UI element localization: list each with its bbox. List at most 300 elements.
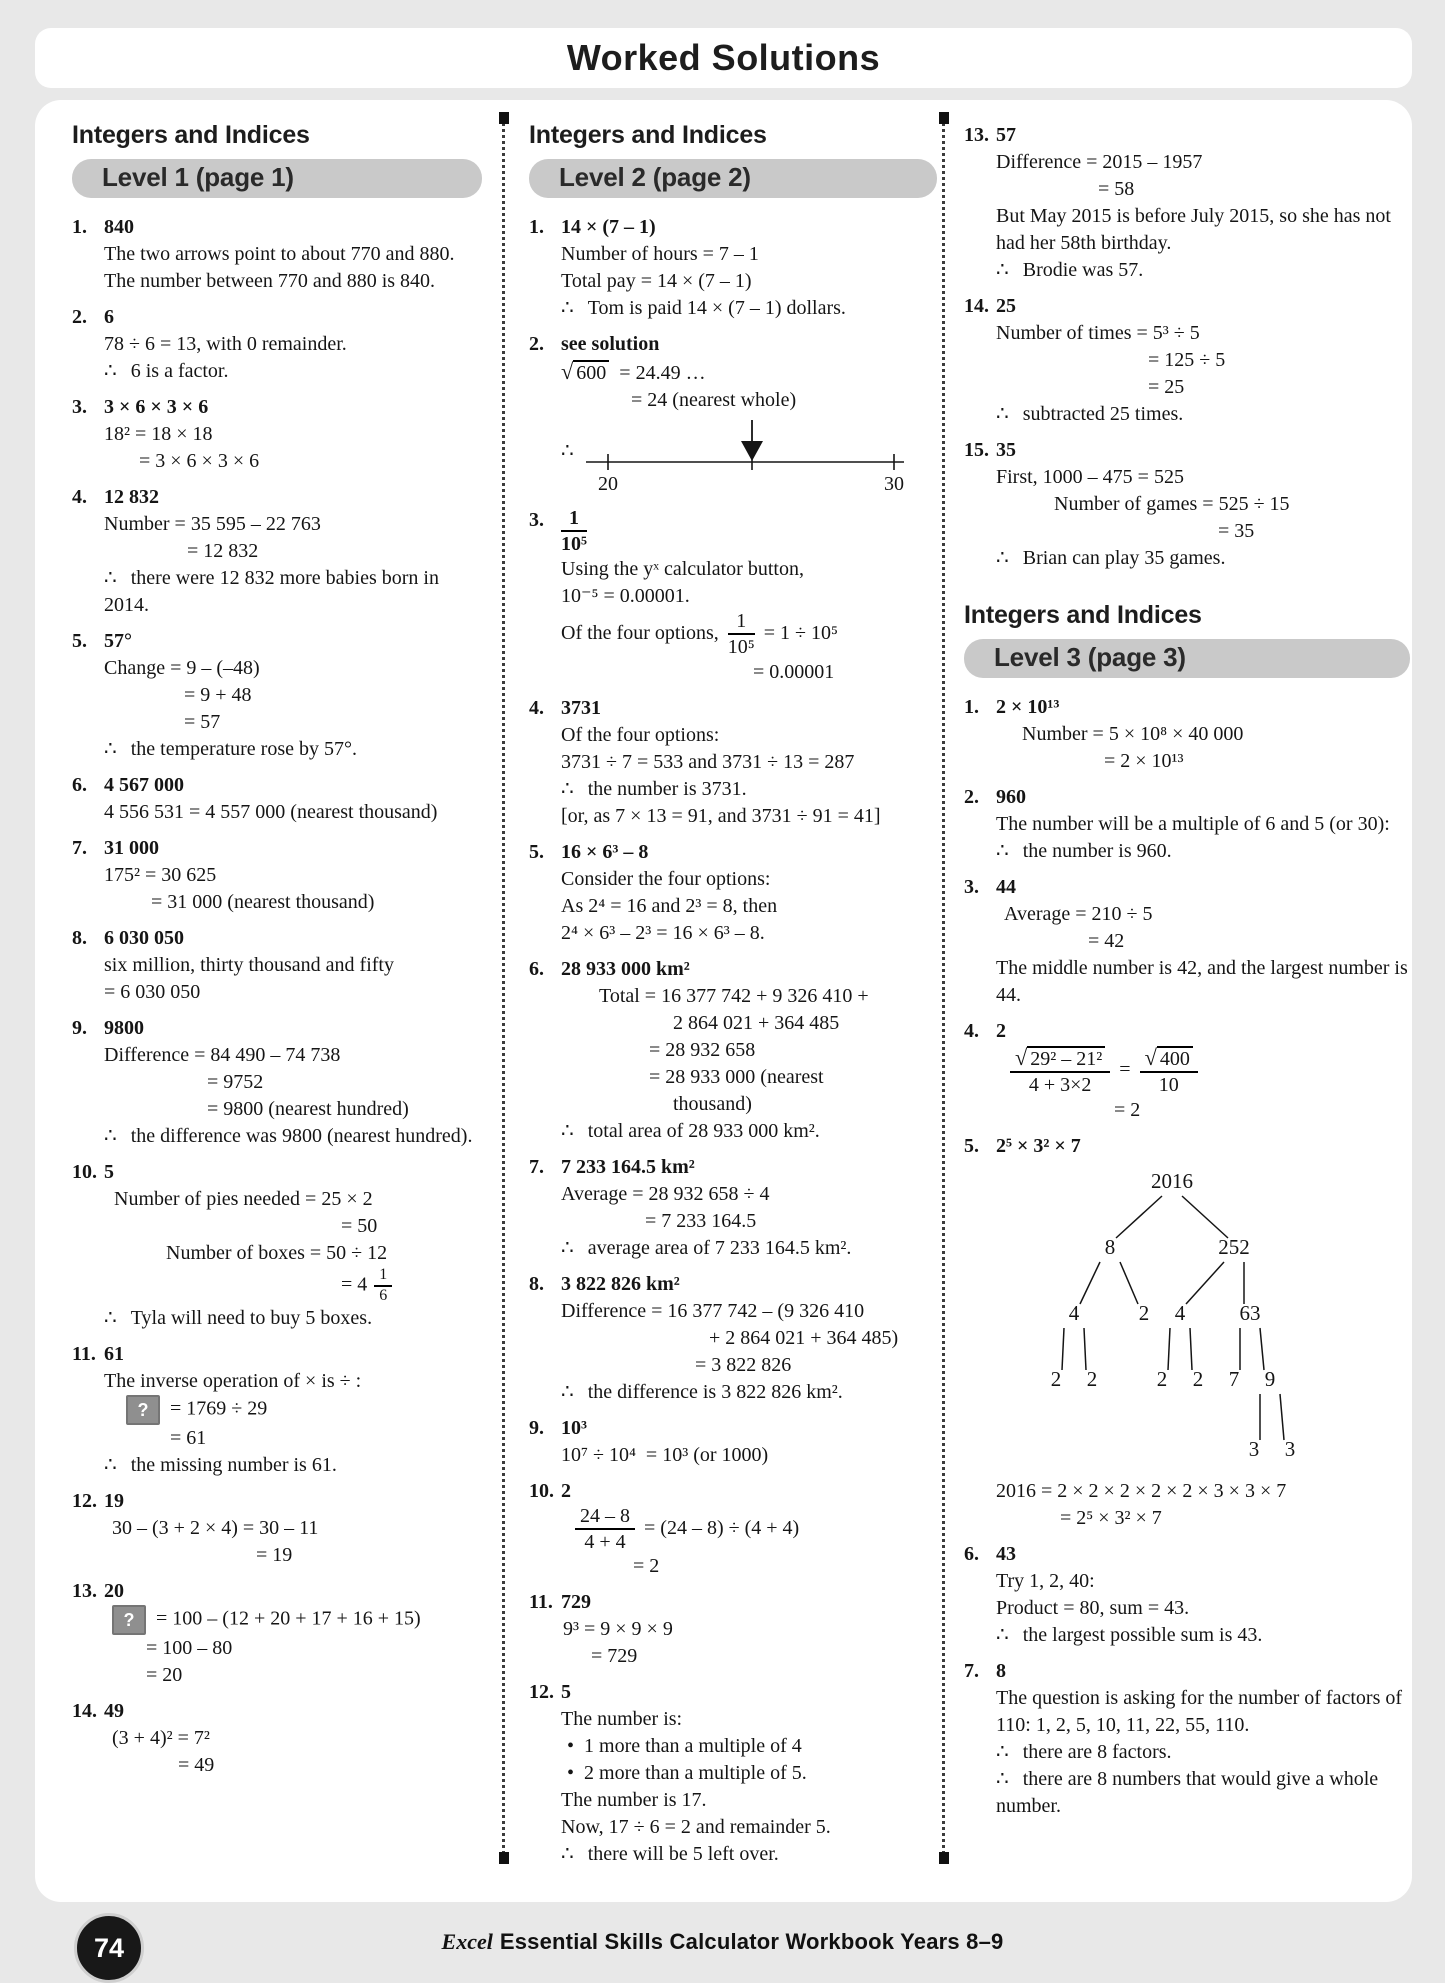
column-separator bbox=[502, 116, 505, 1860]
question-mark-box: ? bbox=[112, 1605, 146, 1635]
item-answer: 960 bbox=[996, 786, 1026, 808]
item-number: 9. bbox=[72, 1017, 87, 1039]
therefore-symbol: ∴ bbox=[996, 547, 1009, 569]
level-badge: Level 3 (page 3) bbox=[964, 639, 1410, 678]
footer-book-title: Essential Skills Calculator Workbook Years 8–9 bbox=[499, 1929, 1004, 1954]
item-body bbox=[996, 784, 1410, 865]
math-line: Number = 35 595 – 22 763 bbox=[104, 513, 321, 535]
conclusion-line bbox=[104, 565, 482, 619]
solution-item bbox=[529, 839, 937, 947]
math-line: Difference = 84 490 – 74 738 bbox=[104, 1044, 341, 1066]
text-line: But May 2015 is before July 2015, so she has not had her 58th birthday. bbox=[996, 205, 1391, 254]
item-answer: 2 bbox=[996, 1020, 1006, 1042]
solution-item bbox=[529, 1271, 937, 1406]
conclusion-line bbox=[996, 1766, 1410, 1820]
therefore-symbol: ∴ bbox=[561, 1380, 574, 1403]
math-line: Difference = 16 377 742 – (9 326 410 bbox=[561, 1299, 865, 1322]
therefore-symbol: ∴ bbox=[104, 738, 117, 760]
text-line: Product = 80, sum = 43. bbox=[996, 1596, 1190, 1619]
conclusion-text: the temperature rose by 57°. bbox=[130, 738, 357, 760]
item-number: 2. bbox=[964, 786, 979, 808]
math-line: thousand) bbox=[673, 1092, 752, 1115]
item-answer: 57 bbox=[996, 124, 1016, 146]
conclusion-text: there will be 5 left over. bbox=[587, 1843, 779, 1866]
math-line bbox=[104, 1267, 482, 1305]
math-line: = 20 bbox=[146, 1663, 183, 1686]
solution-item bbox=[529, 1679, 937, 1868]
conclusion-text: Tyla will need to buy 5 boxes. bbox=[130, 1306, 373, 1329]
number-line bbox=[580, 416, 910, 494]
text-line: Now, 17 ÷ 6 = 2 and remainder 5. bbox=[561, 1816, 831, 1839]
solution-item bbox=[964, 694, 1410, 775]
therefore-symbol: ∴ bbox=[561, 777, 574, 800]
item-answer: 6 030 050 bbox=[104, 927, 184, 949]
tree-node: 4 bbox=[1068, 1300, 1080, 1325]
item-body bbox=[996, 874, 1410, 1009]
math-line: = 42 bbox=[1088, 930, 1125, 952]
conclusion-line bbox=[104, 1305, 482, 1332]
conclusion-line bbox=[996, 1622, 1410, 1649]
item-body bbox=[104, 394, 482, 475]
item-number: 15. bbox=[964, 439, 989, 461]
bullet-text: 1 more than a multiple of 4 bbox=[584, 1735, 802, 1758]
solution-item bbox=[72, 394, 482, 475]
item-answer: 3 822 826 km² bbox=[561, 1272, 680, 1295]
item-answer: 25 bbox=[996, 295, 1016, 317]
math-line bbox=[561, 358, 937, 387]
conclusion-text: the difference is 3 822 826 km². bbox=[587, 1380, 843, 1403]
math-line: = 729 bbox=[591, 1645, 638, 1668]
conclusion-line bbox=[561, 295, 937, 322]
item-number: 12. bbox=[72, 1489, 97, 1512]
fraction-denominator: 4 + 4 bbox=[584, 1530, 626, 1553]
therefore-symbol: ∴ bbox=[104, 360, 117, 382]
math-line bbox=[561, 610, 937, 659]
item-answer: 3731 bbox=[561, 696, 601, 719]
text-line: [or, as 7 × 13 = 91, and 3731 ÷ 91 = 41] bbox=[561, 804, 881, 827]
fraction-numerator bbox=[1010, 1045, 1110, 1073]
tree-node: 3 bbox=[1284, 1436, 1296, 1461]
item-answer: 2 bbox=[561, 1479, 571, 1502]
tree-node: 252 bbox=[1218, 1234, 1250, 1259]
item-body bbox=[561, 1154, 937, 1262]
tree-node: 2 bbox=[1192, 1366, 1204, 1391]
item-number: 3. bbox=[72, 396, 87, 418]
solution-item bbox=[964, 1018, 1410, 1124]
section-heading: Integers and Indices bbox=[529, 121, 767, 149]
math-line: First, 1000 – 475 = 525 bbox=[996, 466, 1184, 488]
math-line: = 125 ÷ 5 bbox=[1148, 349, 1226, 371]
math-line: = 57 bbox=[184, 711, 221, 733]
item-answer: 729 bbox=[561, 1591, 591, 1614]
math-line: 2⁴ × 6³ – 2³ = 16 × 6³ – 8. bbox=[561, 921, 765, 944]
therefore-symbol: ∴ bbox=[561, 297, 574, 319]
item-body bbox=[561, 1271, 937, 1406]
therefore-symbol: ∴ bbox=[996, 1623, 1009, 1646]
item-body bbox=[996, 437, 1410, 572]
item-answer: 19 bbox=[104, 1489, 124, 1512]
math-text: = 1769 ÷ 29 bbox=[170, 1397, 268, 1420]
conclusion-text: there are 8 factors. bbox=[1022, 1740, 1172, 1763]
solution-item bbox=[72, 772, 482, 826]
item-answer: 12 832 bbox=[104, 486, 159, 508]
conclusion-line bbox=[561, 1118, 937, 1145]
therefore-symbol: ∴ bbox=[561, 1119, 574, 1142]
item-answer: 5 bbox=[561, 1681, 571, 1704]
conclusion-line bbox=[996, 401, 1410, 428]
solution-item bbox=[72, 1488, 482, 1569]
item-answer: 7 233 164.5 km² bbox=[561, 1155, 695, 1178]
radical bbox=[1144, 1045, 1193, 1070]
math-line bbox=[996, 1045, 1410, 1097]
item-number: 5. bbox=[72, 630, 87, 652]
conclusion-text: the number is 960. bbox=[1022, 840, 1172, 862]
conclusion-text: the missing number is 61. bbox=[130, 1453, 337, 1476]
answer-fraction bbox=[561, 507, 587, 556]
solution-item bbox=[72, 1015, 482, 1150]
section-heading: Integers and Indices bbox=[72, 121, 310, 149]
therefore-symbol: ∴ bbox=[996, 840, 1009, 862]
item-body bbox=[561, 695, 937, 830]
conclusion-text: Tom is paid 14 × (7 – 1) dollars. bbox=[587, 297, 846, 319]
math-line: = 28 933 000 (nearest bbox=[649, 1065, 824, 1088]
therefore-symbol: ∴ bbox=[996, 1740, 1009, 1763]
item-answer: 5 bbox=[104, 1161, 114, 1183]
math-line: 2 864 021 + 364 485 bbox=[673, 1011, 840, 1034]
math-line: = 2⁵ × 3² × 7 bbox=[1060, 1506, 1162, 1529]
tree-node: 2 bbox=[1138, 1300, 1150, 1325]
item-answer: 20 bbox=[104, 1579, 124, 1602]
math-line: = 28 932 658 bbox=[649, 1038, 756, 1061]
solution-item bbox=[964, 122, 1410, 284]
solution-item bbox=[72, 628, 482, 763]
math-line: Number of games = 525 ÷ 15 bbox=[1054, 493, 1290, 515]
math-text: = 24.49 … bbox=[609, 362, 706, 384]
text-line: The number is: bbox=[561, 1708, 683, 1731]
page-number: 74 bbox=[93, 1933, 125, 1963]
item-answer: 3 × 6 × 3 × 6 bbox=[104, 396, 209, 418]
item-body bbox=[104, 1488, 482, 1569]
number-line-figure bbox=[561, 416, 937, 494]
conclusion-line bbox=[104, 358, 482, 385]
solution-item bbox=[964, 784, 1410, 865]
item-answer: 35 bbox=[996, 439, 1016, 461]
conclusion-line bbox=[561, 776, 937, 803]
therefore-symbol: ∴ bbox=[104, 1125, 117, 1147]
conclusion-line bbox=[996, 838, 1410, 865]
solution-item bbox=[72, 214, 482, 295]
therefore-symbol: ∴ bbox=[104, 1453, 117, 1476]
item-answer: 8 bbox=[996, 1659, 1006, 1682]
math-line: = 61 bbox=[170, 1426, 207, 1449]
content-panel bbox=[35, 100, 1412, 1902]
item-body bbox=[104, 1341, 482, 1479]
item-number: 8. bbox=[72, 927, 87, 949]
solution-item bbox=[72, 1698, 482, 1779]
solution-item bbox=[529, 695, 937, 830]
math-line: = 24 (nearest whole) bbox=[631, 389, 797, 411]
solution-item bbox=[529, 1154, 937, 1262]
math-line bbox=[561, 1505, 937, 1554]
conclusion-text: there are 8 numbers that would give a whole number. bbox=[996, 1767, 1379, 1817]
tree-node: 3 bbox=[1248, 1436, 1260, 1461]
math-line: 2016 = 2 × 2 × 2 × 2 × 2 × 3 × 3 × 7 bbox=[996, 1479, 1287, 1502]
conclusion-line bbox=[996, 257, 1410, 284]
math-line: = 0.00001 bbox=[753, 660, 835, 683]
math-line: = 25 bbox=[1148, 376, 1185, 398]
conclusion-text: 6 is a factor. bbox=[130, 360, 229, 382]
item-body bbox=[996, 694, 1410, 775]
math-line: Number = 5 × 10⁸ × 40 000 bbox=[1022, 723, 1244, 745]
math-line: = 9800 (nearest hundred) bbox=[207, 1098, 409, 1120]
math-line bbox=[104, 1395, 482, 1425]
solution-item bbox=[529, 331, 937, 498]
math-line: = 9752 bbox=[207, 1071, 264, 1093]
therefore-symbol: ∴ bbox=[104, 1306, 117, 1329]
tree-node: 63 bbox=[1239, 1300, 1261, 1325]
math-line: = 3 822 826 bbox=[695, 1353, 792, 1376]
math-line: = 3 × 6 × 3 × 6 bbox=[139, 450, 260, 472]
math-text: = 4 bbox=[341, 1273, 373, 1296]
item-answer: 4 567 000 bbox=[104, 774, 184, 796]
fraction-denominator: 10⁵ bbox=[727, 636, 755, 659]
text-line: Of the four options: bbox=[561, 723, 720, 746]
text-line: Total pay = 14 × (7 – 1) bbox=[561, 270, 752, 292]
conclusion-line bbox=[561, 1841, 937, 1868]
solutions-column-3 bbox=[964, 122, 1410, 1829]
fraction bbox=[575, 1505, 635, 1554]
math-line: Average = 28 932 658 ÷ 4 bbox=[561, 1182, 770, 1205]
tree-node: 2 bbox=[1156, 1366, 1168, 1391]
math-line: = 31 000 (nearest thousand) bbox=[151, 891, 375, 913]
tree-node: 2016 bbox=[1151, 1168, 1193, 1193]
conclusion-text: the difference was 9800 (nearest hundred). bbox=[130, 1125, 473, 1147]
item-number: 7. bbox=[964, 1659, 979, 1682]
equals-sign: = bbox=[1114, 1058, 1136, 1081]
item-body bbox=[996, 1018, 1410, 1124]
conclusion-text: Brian can play 35 games. bbox=[1022, 547, 1226, 569]
fraction-denominator: 10 bbox=[1158, 1074, 1179, 1097]
math-text: Of the four options, bbox=[561, 621, 724, 644]
solution-item bbox=[72, 925, 482, 1006]
math-text: = 100 – (12 + 20 + 17 + 16 + 15) bbox=[156, 1607, 421, 1630]
math-line: = 2 bbox=[633, 1555, 660, 1578]
column-separator bbox=[942, 116, 945, 1860]
tree-node: 4 bbox=[1174, 1300, 1186, 1325]
bullet-line bbox=[561, 1733, 937, 1760]
therefore-symbol: ∴ bbox=[104, 567, 117, 589]
item-number: 1. bbox=[72, 216, 87, 238]
fraction-numerator: 1 bbox=[561, 507, 587, 532]
math-line: 175² = 30 625 bbox=[104, 864, 217, 886]
solution-item bbox=[964, 1133, 1410, 1532]
radical bbox=[1015, 1045, 1105, 1070]
solution-item bbox=[72, 1578, 482, 1689]
math-line: = 49 bbox=[178, 1753, 215, 1776]
solution-item bbox=[964, 437, 1410, 572]
fraction bbox=[1140, 1045, 1198, 1097]
item-body bbox=[561, 1478, 937, 1581]
item-number: 7. bbox=[72, 837, 87, 859]
item-number: 4. bbox=[964, 1020, 979, 1042]
item-body bbox=[996, 122, 1410, 284]
footer bbox=[0, 1929, 1445, 1955]
item-number: 4. bbox=[529, 696, 544, 719]
item-body bbox=[104, 772, 482, 826]
item-number: 6. bbox=[964, 1542, 979, 1565]
question-mark-box: ? bbox=[126, 1395, 160, 1425]
text-line: 4 556 531 = 4 557 000 (nearest thousand) bbox=[104, 801, 438, 823]
item-number: 1. bbox=[529, 216, 544, 238]
solution-item bbox=[72, 1159, 482, 1332]
item-number: 13. bbox=[72, 1579, 97, 1602]
conclusion-text: Brodie was 57. bbox=[1022, 259, 1144, 281]
solution-item bbox=[72, 1341, 482, 1479]
item-body bbox=[104, 835, 482, 916]
math-line: = 6 030 050 bbox=[104, 981, 201, 1003]
radicand: 29² – 21² bbox=[1027, 1046, 1105, 1070]
mixed-number-fraction bbox=[374, 1267, 392, 1305]
item-answer: 61 bbox=[104, 1342, 124, 1365]
text-line: six million, thirty thousand and fifty bbox=[104, 954, 394, 976]
item-body bbox=[104, 304, 482, 385]
solution-item bbox=[964, 293, 1410, 428]
item-body bbox=[561, 331, 937, 498]
math-line: Number of pies needed = 25 × 2 bbox=[114, 1188, 373, 1210]
math-line: = 100 – 80 bbox=[146, 1636, 233, 1659]
text-line: The number will be a multiple of 6 and 5 (or 30): bbox=[996, 813, 1390, 835]
math-line: = 58 bbox=[1098, 178, 1135, 200]
fraction-numerator: 1 bbox=[728, 610, 755, 635]
item-body bbox=[561, 1589, 937, 1670]
item-answer: 14 × (7 – 1) bbox=[561, 216, 656, 238]
math-line: = 35 bbox=[1218, 520, 1255, 542]
page-title: Worked Solutions bbox=[566, 37, 881, 78]
solution-item bbox=[529, 1415, 937, 1469]
item-answer: 2⁵ × 3² × 7 bbox=[996, 1134, 1081, 1157]
solutions-column-2 bbox=[529, 122, 937, 1877]
radicand: 400 bbox=[1157, 1046, 1193, 1070]
arrow-icon bbox=[741, 441, 763, 461]
math-line: = 9 + 48 bbox=[184, 684, 252, 706]
math-text: = (24 – 8) ÷ (4 + 4) bbox=[639, 1516, 800, 1539]
item-body bbox=[561, 1679, 937, 1868]
math-line: 78 ÷ 6 = 13, with 0 remainder. bbox=[104, 333, 347, 355]
therefore-symbol: ∴ bbox=[996, 403, 1009, 425]
bullet-icon: • bbox=[567, 1762, 575, 1785]
item-body bbox=[561, 214, 937, 322]
text-line: Number of hours = 7 – 1 bbox=[561, 243, 759, 265]
conclusion-line bbox=[104, 1452, 482, 1479]
math-line bbox=[104, 1605, 482, 1635]
math-line: + 2 864 021 + 364 485) bbox=[709, 1326, 899, 1349]
item-answer: 6 bbox=[104, 306, 114, 328]
tree-node: 2 bbox=[1086, 1366, 1098, 1391]
tick-label: 20 bbox=[597, 473, 618, 494]
math-line: = 19 bbox=[256, 1543, 293, 1566]
item-answer: 28 933 000 km² bbox=[561, 957, 690, 980]
conclusion-text: subtracted 25 times. bbox=[1022, 403, 1184, 425]
item-body bbox=[996, 1541, 1410, 1649]
item-answer: 840 bbox=[104, 216, 134, 238]
item-answer: see solution bbox=[561, 333, 660, 355]
bullet-icon: • bbox=[567, 1735, 575, 1758]
math-line: 30 – (3 + 2 × 4) = 30 – 11 bbox=[112, 1516, 319, 1539]
therefore-symbol: ∴ bbox=[561, 1236, 574, 1259]
fraction-numerator: 1 bbox=[374, 1267, 392, 1287]
solution-item bbox=[72, 484, 482, 619]
tree-node: 7 bbox=[1228, 1366, 1240, 1391]
item-answer: 16 × 6³ – 8 bbox=[561, 840, 649, 863]
solution-item bbox=[72, 835, 482, 916]
item-number: 9. bbox=[529, 1416, 544, 1439]
item-number: 3. bbox=[964, 876, 979, 898]
therefore-symbol: ∴ bbox=[561, 1843, 574, 1866]
text-line: Try 1, 2, 40: bbox=[996, 1569, 1095, 1592]
fraction-denominator: 6 bbox=[379, 1286, 388, 1304]
conclusion-text: total area of 28 933 000 km². bbox=[587, 1119, 820, 1142]
conclusion-text: average area of 7 233 164.5 km². bbox=[587, 1236, 852, 1259]
fraction bbox=[728, 610, 755, 659]
item-number: 14. bbox=[964, 295, 989, 317]
item-number: 13. bbox=[964, 124, 989, 146]
factor-tree-svg bbox=[1022, 1164, 1322, 1466]
conclusion-text: the largest possible sum is 43. bbox=[1022, 1623, 1263, 1646]
item-number: 11. bbox=[72, 1342, 96, 1365]
item-number: 14. bbox=[72, 1699, 97, 1722]
solution-item bbox=[529, 214, 937, 322]
conclusion-line bbox=[996, 1739, 1410, 1766]
item-body bbox=[561, 507, 937, 686]
fraction-denominator: 4 + 3×2 bbox=[1028, 1074, 1092, 1097]
item-number: 2. bbox=[529, 333, 544, 355]
item-number: 7. bbox=[529, 1155, 544, 1178]
item-number: 3. bbox=[529, 509, 544, 531]
text-line: The middle number is 42, and the largest number is 44. bbox=[996, 957, 1408, 1006]
footer-series-name: Excel bbox=[441, 1929, 493, 1954]
math-line: 10⁻⁵ = 0.00001. bbox=[561, 584, 690, 607]
item-answer bbox=[561, 507, 937, 556]
math-line: 10⁷ ÷ 10⁴ = 10³ (or 1000) bbox=[561, 1443, 769, 1466]
item-body bbox=[104, 1015, 482, 1150]
item-body bbox=[104, 1578, 482, 1689]
math-line: Average = 210 ÷ 5 bbox=[1004, 903, 1153, 925]
math-line: 18² = 18 × 18 bbox=[104, 423, 213, 445]
bullet-text: 2 more than a multiple of 5. bbox=[584, 1762, 807, 1785]
math-text: = 1 ÷ 10⁵ bbox=[758, 621, 838, 644]
tree-node: 2 bbox=[1050, 1366, 1062, 1391]
fraction bbox=[1010, 1045, 1110, 1097]
math-line: Total = 16 377 742 + 9 326 410 + bbox=[599, 984, 869, 1007]
math-line: = 12 832 bbox=[187, 540, 259, 562]
text-line: The inverse operation of × is ÷ : bbox=[104, 1369, 362, 1392]
math-line: Number of boxes = 50 ÷ 12 bbox=[166, 1242, 388, 1264]
section-heading: Integers and Indices bbox=[964, 601, 1202, 629]
math-line: Number of times = 5³ ÷ 5 bbox=[996, 322, 1200, 344]
item-number: 8. bbox=[529, 1272, 544, 1295]
item-body bbox=[104, 484, 482, 619]
title-bar bbox=[35, 28, 1412, 88]
item-number: 10. bbox=[529, 1479, 554, 1502]
text-line: Using the yˣ calculator button, bbox=[561, 557, 804, 580]
item-body bbox=[561, 1415, 937, 1469]
text-line: The question is asking for the number of factors of 110: 1, 2, 5, 10, 11, 22, 55, 110. bbox=[996, 1686, 1403, 1736]
solutions-column-1 bbox=[72, 122, 482, 1788]
text-line: The number is 17. bbox=[561, 1789, 707, 1812]
conclusion-line bbox=[104, 736, 482, 763]
item-number: 5. bbox=[964, 1134, 979, 1157]
solution-item bbox=[529, 956, 937, 1145]
